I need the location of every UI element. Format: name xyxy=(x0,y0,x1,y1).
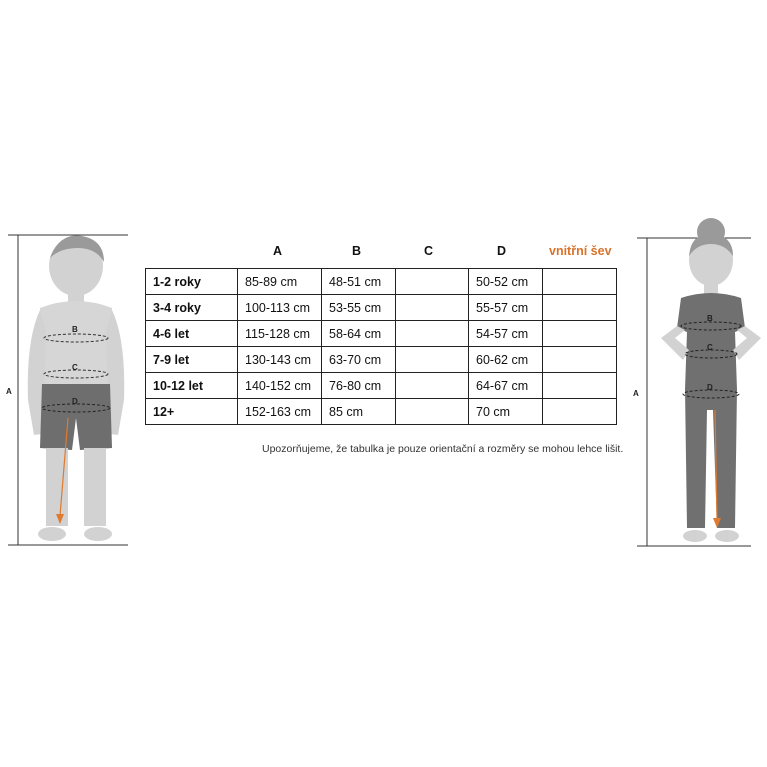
figure-left-label-d: D xyxy=(72,397,78,406)
cell-a: 85-89 cm xyxy=(238,269,322,295)
cell-inseam xyxy=(543,269,617,295)
table-row xyxy=(146,295,617,321)
cell-b: 58-64 cm xyxy=(322,321,396,347)
cell-d: 64-67 cm xyxy=(469,373,543,399)
figure-right-label-d: D xyxy=(707,383,713,392)
size-table xyxy=(145,268,617,425)
table-row xyxy=(146,373,617,399)
cell-d: 70 cm xyxy=(469,399,543,425)
cell-c xyxy=(396,269,469,295)
figure-right-label-c: C xyxy=(707,343,713,352)
cell-inseam xyxy=(543,321,617,347)
cell-size: 1-2 roky xyxy=(146,269,238,295)
cell-b: 48-51 cm xyxy=(322,269,396,295)
cell-size: 7-9 let xyxy=(146,347,238,373)
header-c: C xyxy=(424,244,434,258)
header-b: B xyxy=(352,244,362,258)
cell-inseam xyxy=(543,399,617,425)
girl-figure xyxy=(627,210,767,555)
cell-b: 53-55 cm xyxy=(322,295,396,321)
header-inseam: vnitřní šev xyxy=(549,244,612,258)
cell-inseam xyxy=(543,347,617,373)
cell-a: 115-128 cm xyxy=(238,321,322,347)
cell-b: 76-80 cm xyxy=(322,373,396,399)
cell-d: 55-57 cm xyxy=(469,295,543,321)
cell-inseam xyxy=(543,373,617,399)
table-row xyxy=(146,321,617,347)
cell-a: 152-163 cm xyxy=(238,399,322,425)
cell-a: 140-152 cm xyxy=(238,373,322,399)
boy-figure xyxy=(0,230,140,560)
cell-inseam xyxy=(543,295,617,321)
table-row xyxy=(146,399,617,425)
cell-c xyxy=(396,295,469,321)
figure-left-label-b: B xyxy=(72,325,78,334)
cell-c xyxy=(396,399,469,425)
cell-size: 3-4 roky xyxy=(146,295,238,321)
cell-d: 54-57 cm xyxy=(469,321,543,347)
cell-b: 63-70 cm xyxy=(322,347,396,373)
header-d: D xyxy=(497,244,507,258)
table-row xyxy=(146,347,617,373)
cell-b: 85 cm xyxy=(322,399,396,425)
cell-size: 4-6 let xyxy=(146,321,238,347)
cell-c xyxy=(396,347,469,373)
cell-d: 50-52 cm xyxy=(469,269,543,295)
cell-d: 60-62 cm xyxy=(469,347,543,373)
girl-illustration xyxy=(627,210,767,555)
figure-left-label-c: C xyxy=(72,363,78,372)
header-a: A xyxy=(273,244,283,258)
cell-c xyxy=(396,373,469,399)
disclaimer-note: Upozorňujeme, že tabulka je pouze orientační a rozměry se mohou lehce lišit. xyxy=(262,443,624,455)
cell-a: 100-113 cm xyxy=(238,295,322,321)
figure-right-label-a: A xyxy=(633,389,639,398)
figure-right-label-b: B xyxy=(707,314,713,323)
table-row xyxy=(146,269,617,295)
cell-size: 10-12 let xyxy=(146,373,238,399)
figure-left-label-a: A xyxy=(6,387,12,396)
cell-size: 12+ xyxy=(146,399,238,425)
boy-illustration xyxy=(0,230,140,560)
cell-a: 130-143 cm xyxy=(238,347,322,373)
cell-c xyxy=(396,321,469,347)
